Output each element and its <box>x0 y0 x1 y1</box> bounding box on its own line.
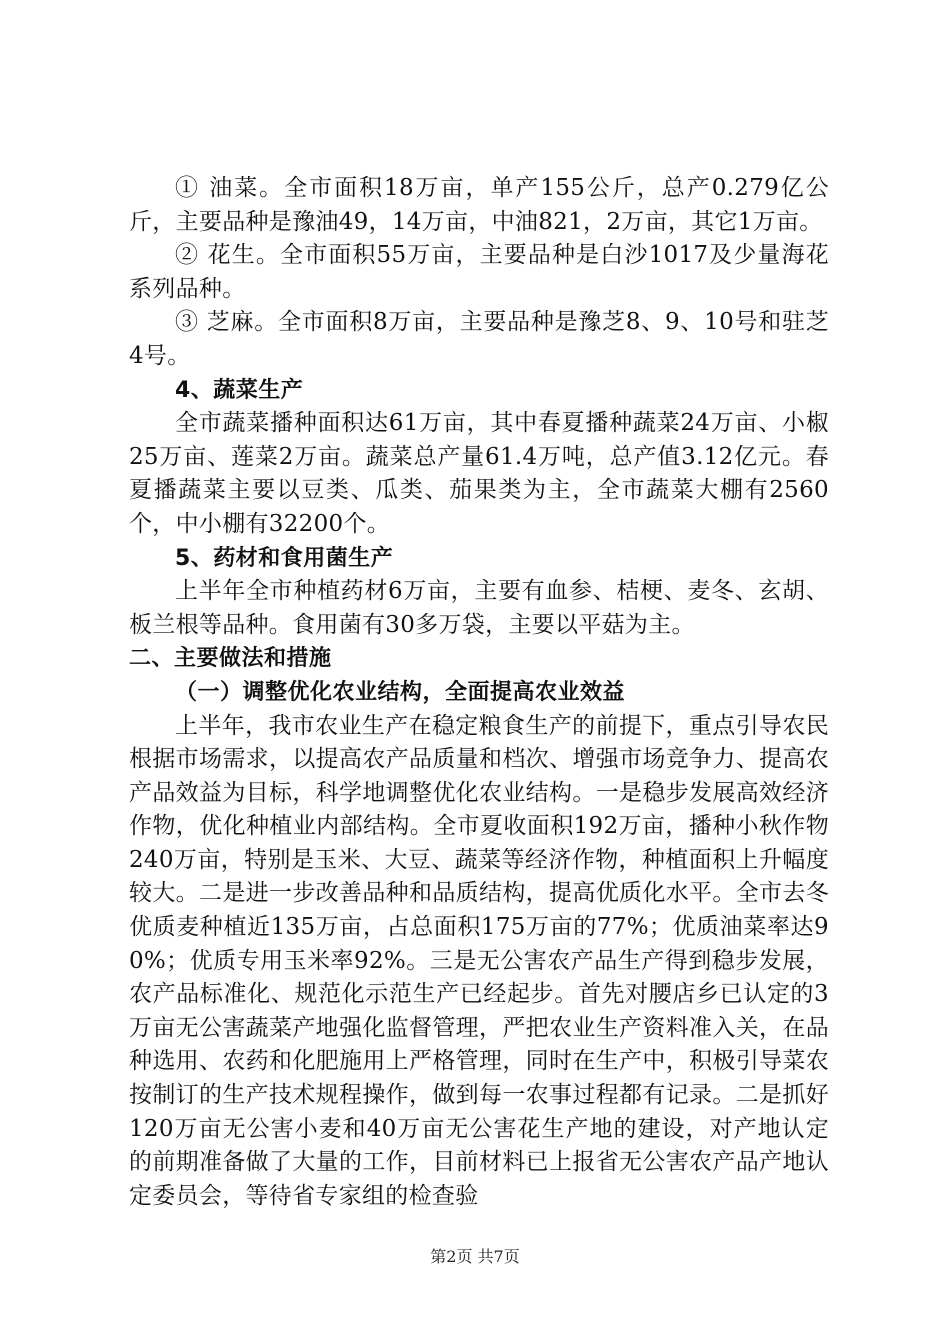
heading-adjust-structure: （一）调整优化农业结构，全面提高农业效益 <box>175 679 626 705</box>
heading-main-measures: 二、主要做法和措施 <box>129 646 332 672</box>
heading-herb-mushroom-production: 5、药材和食用菌生产 <box>175 545 394 571</box>
para-peanut: ② 花生。全市面积55万亩，主要品种是白沙1017及少量海花系列品种。 <box>129 242 829 302</box>
para-sesame: ③ 芝麻。全市面积8万亩，主要品种是豫芝8、9、10号和驻芝4号。 <box>129 309 829 369</box>
document-body <box>129 172 829 1213</box>
para-vegetable: 全市蔬菜播种面积达61万亩，其中春夏播种蔬菜24万亩、小椒25万亩、莲菜2万亩。蔬菜总产量61.4万吨，总产值3.12亿元。春夏播蔬菜主要以豆类、瓜类、茄果类为主，全市蔬菜大棚有2560个，中小棚有32200个。 <box>129 410 829 537</box>
para-adjust-structure: 上半年，我市农业生产在稳定粮食生产的前提下，重点引导农民根据市场需求，以提高农产品质量和档次、增强市场竞争力、提高农产品效益为目标，科学地调整优化农业结构。一是稳步发展高效经济作物，优化种植业内部结构。全市夏收面积192万亩，播种小秋作物240万亩，特别是玉米、大豆、蔬菜等经济作物，种植面积上升幅度较大。二是进一步改善品种和品质结构，提高优质化水平。全市去冬优质麦种植近135万亩，占总面积175万亩的77%；优质油菜率达90%；优质专用玉米率92%。三是无公害农产品生产得到稳步发展，农产品标准化、规范化示范生产已经起步。首先对腰店乡已认定的3万亩无公害蔬菜产地强化监督管理，严把农业生产资料准入关，在品种选用、农药和化肥施用上严格管理，同时在生产中，积极引导菜农按制订的生产技术规程操作，做到每一农事过程都有记录。二是抓好120万亩无公害小麦和40万亩无公害花生产地的建设，对产地认定的前期准备做了大量的工作，目前材料已上报省无公害农产品产地认定委员会，等待省专家组的检查验 <box>129 712 829 1209</box>
para-rapeseed: ① 油菜。全市面积18万亩，单产155公斤，总产0.279亿公斤，主要品种是豫油49，14万亩，中油821，2万亩，其它1万亩。 <box>129 175 829 235</box>
para-herb-mushroom: 上半年全市种植药材6万亩，主要有血参、桔梗、麦冬、玄胡、板兰根等品种。食用菌有30多万袋，主要以平菇为主。 <box>129 578 829 638</box>
heading-vegetable-production: 4、蔬菜生产 <box>175 377 304 403</box>
page-footer: 第2页 共7页 <box>430 1247 520 1266</box>
